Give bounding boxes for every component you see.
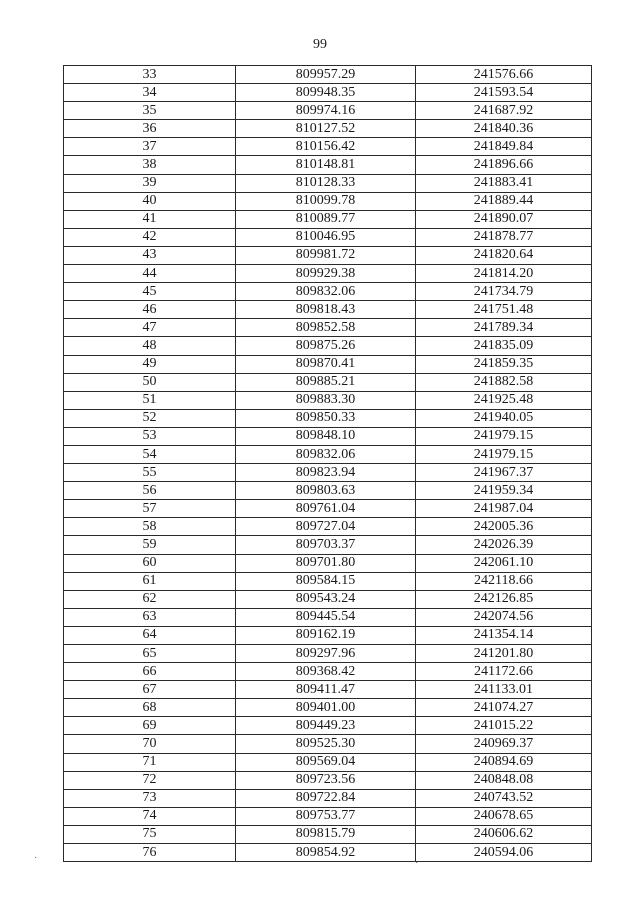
table-row	[64, 807, 592, 825]
y-coordinate-cell: 240594.06	[416, 844, 592, 862]
table-row	[64, 228, 592, 246]
y-coordinate-cell: 240969.37	[416, 735, 592, 753]
x-coordinate-cell: 810148.81	[236, 156, 416, 174]
x-coordinate-cell: 809753.77	[236, 807, 416, 825]
point-number-cell: 38	[64, 156, 236, 174]
table-row	[64, 355, 592, 373]
point-number-cell: 65	[64, 645, 236, 663]
x-coordinate-cell: 810089.77	[236, 210, 416, 228]
y-coordinate-cell: 241734.79	[416, 283, 592, 301]
y-coordinate-cell: 241959.34	[416, 482, 592, 500]
x-coordinate-cell: 809832.06	[236, 283, 416, 301]
y-coordinate-cell: 241967.37	[416, 464, 592, 482]
x-coordinate-cell: 809815.79	[236, 825, 416, 843]
point-number-cell: 43	[64, 246, 236, 264]
point-number-cell: 70	[64, 735, 236, 753]
point-number-cell: 40	[64, 192, 236, 210]
x-coordinate-cell: 809974.16	[236, 102, 416, 120]
y-coordinate-cell: 241814.20	[416, 265, 592, 283]
y-coordinate-cell: 242061.10	[416, 554, 592, 572]
x-coordinate-cell: 809818.43	[236, 301, 416, 319]
table-row	[64, 681, 592, 699]
y-coordinate-cell: 241940.05	[416, 409, 592, 427]
x-coordinate-cell: 809823.94	[236, 464, 416, 482]
x-coordinate-cell: 809852.58	[236, 319, 416, 337]
point-number-cell: 56	[64, 482, 236, 500]
y-coordinate-cell: 241133.01	[416, 681, 592, 699]
coordinates-table	[63, 65, 592, 862]
point-number-cell: 62	[64, 590, 236, 608]
x-coordinate-cell: 809701.80	[236, 554, 416, 572]
x-coordinate-cell: 809885.21	[236, 373, 416, 391]
table-row	[64, 536, 592, 554]
point-number-cell: 66	[64, 663, 236, 681]
scan-speck: ˙	[34, 856, 38, 867]
y-coordinate-cell: 241883.41	[416, 174, 592, 192]
y-coordinate-cell: 242118.66	[416, 572, 592, 590]
point-number-cell: 59	[64, 536, 236, 554]
x-coordinate-cell: 809761.04	[236, 500, 416, 518]
table-row	[64, 120, 592, 138]
table-row	[64, 663, 592, 681]
table-row	[64, 825, 592, 843]
x-coordinate-cell: 810046.95	[236, 228, 416, 246]
point-number-cell: 39	[64, 174, 236, 192]
point-number-cell: 63	[64, 608, 236, 626]
table-row	[64, 337, 592, 355]
table-row	[64, 572, 592, 590]
y-coordinate-cell: 241882.58	[416, 373, 592, 391]
table-row	[64, 84, 592, 102]
point-number-cell: 51	[64, 391, 236, 409]
y-coordinate-cell: 241849.84	[416, 138, 592, 156]
point-number-cell: 37	[64, 138, 236, 156]
point-number-cell: 35	[64, 102, 236, 120]
point-number-cell: 36	[64, 120, 236, 138]
point-number-cell: 46	[64, 301, 236, 319]
y-coordinate-cell: 241687.92	[416, 102, 592, 120]
x-coordinate-cell: 809543.24	[236, 590, 416, 608]
y-coordinate-cell: 241890.07	[416, 210, 592, 228]
y-coordinate-cell: 241896.66	[416, 156, 592, 174]
x-coordinate-cell: 809722.84	[236, 789, 416, 807]
x-coordinate-cell: 809948.35	[236, 84, 416, 102]
x-coordinate-cell: 810128.33	[236, 174, 416, 192]
table-row	[64, 554, 592, 572]
table-row	[64, 192, 592, 210]
table-row	[64, 789, 592, 807]
y-coordinate-cell: 241172.66	[416, 663, 592, 681]
x-coordinate-cell: 810127.52	[236, 120, 416, 138]
y-coordinate-cell: 241840.36	[416, 120, 592, 138]
point-number-cell: 52	[64, 409, 236, 427]
point-number-cell: 49	[64, 355, 236, 373]
table-row	[64, 265, 592, 283]
point-number-cell: 48	[64, 337, 236, 355]
point-number-cell: 61	[64, 572, 236, 590]
y-coordinate-cell: 241878.77	[416, 228, 592, 246]
point-number-cell: 54	[64, 445, 236, 463]
point-number-cell: 57	[64, 500, 236, 518]
x-coordinate-cell: 809854.92	[236, 844, 416, 862]
y-coordinate-cell: 241925.48	[416, 391, 592, 409]
table-row	[64, 102, 592, 120]
point-number-cell: 58	[64, 518, 236, 536]
y-coordinate-cell: 241859.35	[416, 355, 592, 373]
table-row	[64, 699, 592, 717]
point-number-cell: 50	[64, 373, 236, 391]
point-number-cell: 45	[64, 283, 236, 301]
table-row	[64, 753, 592, 771]
table-row	[64, 138, 592, 156]
x-coordinate-cell: 809929.38	[236, 265, 416, 283]
x-coordinate-cell: 809723.56	[236, 771, 416, 789]
y-coordinate-cell: 240894.69	[416, 753, 592, 771]
x-coordinate-cell: 810156.42	[236, 138, 416, 156]
y-coordinate-cell: 240743.52	[416, 789, 592, 807]
x-coordinate-cell: 809850.33	[236, 409, 416, 427]
point-number-cell: 55	[64, 464, 236, 482]
scan-speck: ·	[415, 858, 419, 869]
point-number-cell: 53	[64, 427, 236, 445]
point-number-cell: 67	[64, 681, 236, 699]
table-row	[64, 427, 592, 445]
y-coordinate-cell: 241751.48	[416, 301, 592, 319]
point-number-cell: 34	[64, 84, 236, 102]
table-row	[64, 735, 592, 753]
y-coordinate-cell: 242074.56	[416, 608, 592, 626]
x-coordinate-cell: 810099.78	[236, 192, 416, 210]
x-coordinate-cell: 809803.63	[236, 482, 416, 500]
point-number-cell: 72	[64, 771, 236, 789]
point-number-cell: 64	[64, 626, 236, 644]
y-coordinate-cell: 241820.64	[416, 246, 592, 264]
table-row	[64, 771, 592, 789]
point-number-cell: 76	[64, 844, 236, 862]
y-coordinate-cell: 241789.34	[416, 319, 592, 337]
y-coordinate-cell: 240848.08	[416, 771, 592, 789]
table-row	[64, 464, 592, 482]
y-coordinate-cell: 241889.44	[416, 192, 592, 210]
x-coordinate-cell: 809870.41	[236, 355, 416, 373]
point-number-cell: 41	[64, 210, 236, 228]
x-coordinate-cell: 809832.06	[236, 445, 416, 463]
x-coordinate-cell: 809703.37	[236, 536, 416, 554]
y-coordinate-cell: 241015.22	[416, 717, 592, 735]
point-number-cell: 44	[64, 265, 236, 283]
table-row	[64, 174, 592, 192]
x-coordinate-cell: 809875.26	[236, 337, 416, 355]
point-number-cell: 60	[64, 554, 236, 572]
table-row	[64, 445, 592, 463]
table-row	[64, 210, 592, 228]
y-coordinate-cell: 241979.15	[416, 427, 592, 445]
y-coordinate-cell: 241201.80	[416, 645, 592, 663]
table-row	[64, 66, 592, 84]
table-row	[64, 482, 592, 500]
x-coordinate-cell: 809401.00	[236, 699, 416, 717]
x-coordinate-cell: 809445.54	[236, 608, 416, 626]
table-row	[64, 301, 592, 319]
coordinates-table-body	[64, 66, 592, 862]
table-row	[64, 626, 592, 644]
y-coordinate-cell: 241987.04	[416, 500, 592, 518]
point-number-cell: 71	[64, 753, 236, 771]
table-row	[64, 518, 592, 536]
y-coordinate-cell: 241576.66	[416, 66, 592, 84]
table-row	[64, 717, 592, 735]
page-number: 99	[313, 37, 327, 52]
y-coordinate-cell: 240606.62	[416, 825, 592, 843]
x-coordinate-cell: 809411.47	[236, 681, 416, 699]
point-number-cell: 69	[64, 717, 236, 735]
x-coordinate-cell: 809981.72	[236, 246, 416, 264]
table-row	[64, 246, 592, 264]
point-number-cell: 74	[64, 807, 236, 825]
x-coordinate-cell: 809727.04	[236, 518, 416, 536]
point-number-cell: 47	[64, 319, 236, 337]
table-row	[64, 373, 592, 391]
x-coordinate-cell: 809957.29	[236, 66, 416, 84]
point-number-cell: 68	[64, 699, 236, 717]
x-coordinate-cell: 809584.15	[236, 572, 416, 590]
y-coordinate-cell: 242026.39	[416, 536, 592, 554]
table-row	[64, 645, 592, 663]
x-coordinate-cell: 809368.42	[236, 663, 416, 681]
point-number-cell: 75	[64, 825, 236, 843]
x-coordinate-cell: 809162.19	[236, 626, 416, 644]
y-coordinate-cell: 241354.14	[416, 626, 592, 644]
table-row	[64, 409, 592, 427]
y-coordinate-cell: 241979.15	[416, 445, 592, 463]
x-coordinate-cell: 809297.96	[236, 645, 416, 663]
table-row	[64, 590, 592, 608]
table-row	[64, 283, 592, 301]
table-row	[64, 391, 592, 409]
point-number-cell: 42	[64, 228, 236, 246]
y-coordinate-cell: 241835.09	[416, 337, 592, 355]
x-coordinate-cell: 809883.30	[236, 391, 416, 409]
x-coordinate-cell: 809449.23	[236, 717, 416, 735]
table-row	[64, 156, 592, 174]
x-coordinate-cell: 809525.30	[236, 735, 416, 753]
point-number-cell: 33	[64, 66, 236, 84]
x-coordinate-cell: 809569.04	[236, 753, 416, 771]
table-row	[64, 608, 592, 626]
point-number-cell: 73	[64, 789, 236, 807]
y-coordinate-cell: 242005.36	[416, 518, 592, 536]
table-row	[64, 500, 592, 518]
y-coordinate-cell: 241074.27	[416, 699, 592, 717]
table-row	[64, 844, 592, 862]
y-coordinate-cell: 242126.85	[416, 590, 592, 608]
y-coordinate-cell: 241593.54	[416, 84, 592, 102]
table-row	[64, 319, 592, 337]
y-coordinate-cell: 240678.65	[416, 807, 592, 825]
x-coordinate-cell: 809848.10	[236, 427, 416, 445]
